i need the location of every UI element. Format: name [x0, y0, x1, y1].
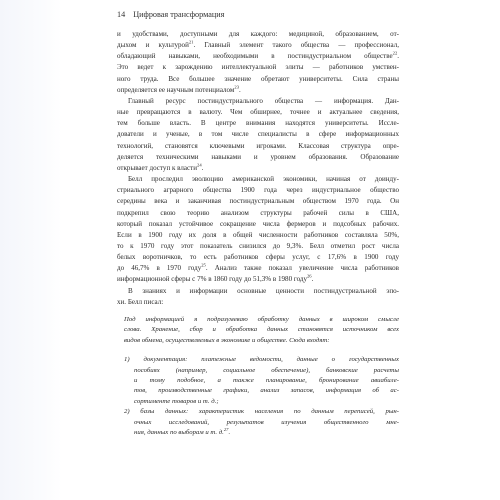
quote-line: ния, данных по выборам и т. д.$^{27}$.: [134, 426, 231, 436]
text-line: подкрепил свою теорию анализом структуры рабочей силы в США,: [117, 208, 399, 217]
quote-line: сортименте товаров и т. д.;: [134, 397, 219, 405]
quote-list-item-1: [124, 355, 399, 438]
paragraph-3: [117, 174, 399, 286]
page-margin-shade: [0, 0, 62, 500]
paragraph-1: [117, 29, 399, 96]
page-body: [117, 29, 399, 438]
quote-line: тов, производственные графики, анализ запасов, информация об ас-: [134, 387, 399, 395]
quote-intro: [124, 315, 399, 346]
text-line: дыхом и культурой$^{21}$. Главный элемент такого общества — профессионал,: [117, 39, 400, 50]
running-header: [117, 10, 224, 19]
paragraph-4: [117, 286, 399, 308]
text-line: и удобствами, доступными для каждого: медициной, образованием, от-: [117, 30, 399, 38]
text-line: определяется ее научным потенциалом$^{23}$.: [117, 84, 241, 94]
footnote-ref: 27: [223, 426, 229, 432]
text-line: деляется техническими навыками и уровнем образования. Образование: [117, 152, 399, 161]
text-line: дователи и ученые, в том числе специалисты в сфере информационных: [117, 130, 399, 139]
text-line: то к 1970 году этот показатель снизился до 9,3%. Белл отметил рост числа: [117, 241, 399, 250]
text-line: Это ведет к зарождению интеллектуальной элиты — работников умствен-: [117, 63, 399, 72]
quote-line: видов обмена, осуществляемых в экономике и обществе. Сюда входят:: [124, 336, 330, 344]
running-title: Цифровая трансформация: [133, 10, 225, 19]
quote-line: слова. Хранение, сбор и обработка данных становятся источником всех: [124, 326, 399, 334]
text-line: открывает доступ к власти$^{24}$.: [117, 162, 204, 172]
text-line: Белл проследил эволюцию американской экономики, начиная от доинду-: [128, 175, 399, 184]
page-number: 14: [117, 10, 126, 19]
quote-line: 2) базы данных: характеристик населения по данным переписей, рын-: [124, 408, 399, 416]
footnote-ref: 24: [197, 162, 202, 168]
text-line: В знаниях и информации основные ценности постиндустриальной эпо-: [128, 286, 399, 295]
text-line: Если в 1900 году их доля в общей численности работников составляла 50%,: [117, 230, 399, 239]
text-line: ные превращаются в валюту. Чем обширнее, точнее и актуальнее сведения,: [117, 108, 399, 117]
quote-line: Под информацией я подразумеваю обработку данных в широком смысле: [124, 315, 399, 323]
quote-line: пособиях (например, социальное обеспечение), банковские расчеты: [134, 366, 399, 374]
text-line: который показал устойчивое сокращение числа фермеров и подсобных рабочих.: [117, 219, 399, 228]
text-line: середины века и заканчивая постиндустриальным обществом 1970 года. Он: [117, 197, 399, 206]
text-line: обладающий навыками, необходимыми в постиндустриальном обществе$^{22}$.: [117, 50, 399, 61]
text-line: технологий, становятся ключевыми игроками. Классовая структура опре-: [117, 141, 399, 150]
quote-line: 1) документация: платежные ведомости, данные о государственных: [124, 356, 399, 364]
footnote-ref: 26: [307, 274, 312, 280]
footnote-ref: 21: [188, 39, 194, 45]
paragraph-2: [117, 96, 399, 174]
footnote-ref: 22: [392, 50, 398, 56]
text-line: стриального аграрного общества 1900 года через индустриальное общество: [117, 186, 399, 195]
text-line: до 46,7% в 1970 году$^{25}$. Анализ также показал увеличение числа работников: [117, 262, 399, 273]
quote-line: очных исследований, результатов изучения общественного мне-: [134, 418, 399, 426]
text-line: информационной сферы с 7% в 1860 году до 51,3% в 1980 году$^{26}$.: [117, 274, 314, 284]
text-line: белых воротничков, то есть работников сферы услуг, с 17,6% в 1900 году: [117, 253, 399, 262]
text-line: Главный ресурс постиндустриального общества — информация. Дан-: [128, 96, 399, 105]
block-quote: [117, 315, 399, 438]
footnote-ref: 25: [201, 262, 206, 268]
text-line: хи. Белл писал:: [117, 297, 164, 306]
text-line: ного труда. Все большее значение обретают университеты. Сила страны: [117, 74, 399, 83]
quote-line: и тому подобное, а также планирование, бронирование авиабиле-: [134, 376, 399, 384]
footnote-ref: 23: [234, 84, 239, 90]
text-line: тем больше власть. В центре внимания находятся университеты. Иссле-: [117, 119, 399, 128]
